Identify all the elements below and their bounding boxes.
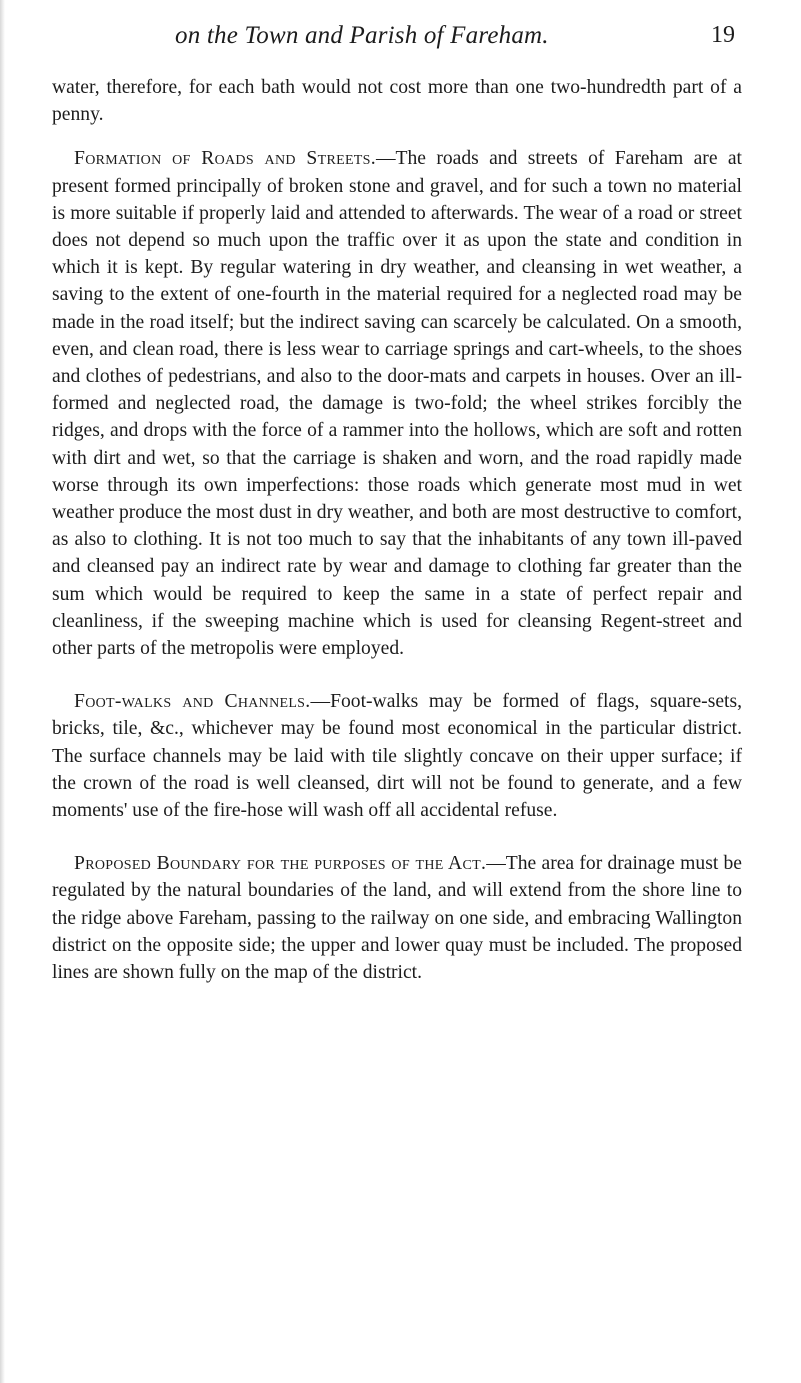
section-foot-walks-and-channels bbox=[52, 688, 742, 824]
running-header bbox=[135, 22, 735, 56]
section-heading: Proposed Boundary for the purposes of the Act. bbox=[74, 853, 487, 875]
section-text: —The roads and streets of Fareham are at present formed principally of broken stone and gravel, and for such a town no material is more suitable if properly laid and attended to afterwards. The wear of a road or street does not depend so much upon the traffic over it as upon the state and condition in which it is kept. By regular watering in dry weather, and cleansing in wet weather, a saving to the extent of one-fourth in the material required for a neglected road may be made in the road itself; but the indirect saving can scarcely be calculated. On a smooth, even, and clean road, there is less wear to carriage springs and cart-wheels, to the shoes and clothes of pedestrians, and also to the door-mats and carpets in houses. Over an ill-formed and neglected road, the damage is two-fold; the wheel strikes forcibly the ridges, and drops with the force of a rammer into the hollows, which are soft and rotten with dirt and wet, so that the carriage is shaken and worn, and the road rapidly made worse through its own imperfections: those roads which generate most mud in wet weather produce the most dust in dry weather, and both are most destructive to comfort, as also to clothing. It is not too much to say that the inhabitants of any town ill-paved and cleansed pay an indirect rate by wear and damage to clothing far greater than the sum which would be required to keep the same in a state of perfect repair and cleanliness, if the sweeping machine which is used for cleansing Regent-street and other parts of the metropolis were employed. bbox=[52, 148, 742, 660]
section-roads-and-streets bbox=[52, 145, 742, 662]
body-text bbox=[52, 74, 742, 986]
page-gutter-shadow bbox=[0, 0, 5, 1383]
section-text: —Foot-walks may be formed of flags, square-sets, bricks, tile, &c., whichever may be found most economical in the particular district. The surface channels may be laid with tile slightly concave on their upper surface; if the crown of the road is well cleansed, dirt will not be found to generate, and a few moments' use of the fire-hose will wash off all accidental refuse. bbox=[52, 691, 742, 822]
running-header-title: on the Town and Parish of Fareham. bbox=[175, 22, 549, 49]
page-number: 19 bbox=[711, 22, 735, 48]
opening-paragraph: water, therefore, for each bath would not cost more than one two-hundredth part of a penny. bbox=[52, 77, 742, 126]
section-heading: Foot-walks and Channels. bbox=[74, 691, 311, 713]
section-heading: Formation of Roads and Streets. bbox=[74, 148, 376, 170]
section-proposed-boundary bbox=[52, 850, 742, 986]
section-text: —The area for drainage must be regulated by the natural boundaries of the land, and will extend from the shore line to the ridge above Fareham, passing to the railway on one side, and embracing Wallington district on the opposite side; the upper and lower quay must be included. The proposed lines are shown fully on the map of the district. bbox=[52, 853, 743, 984]
